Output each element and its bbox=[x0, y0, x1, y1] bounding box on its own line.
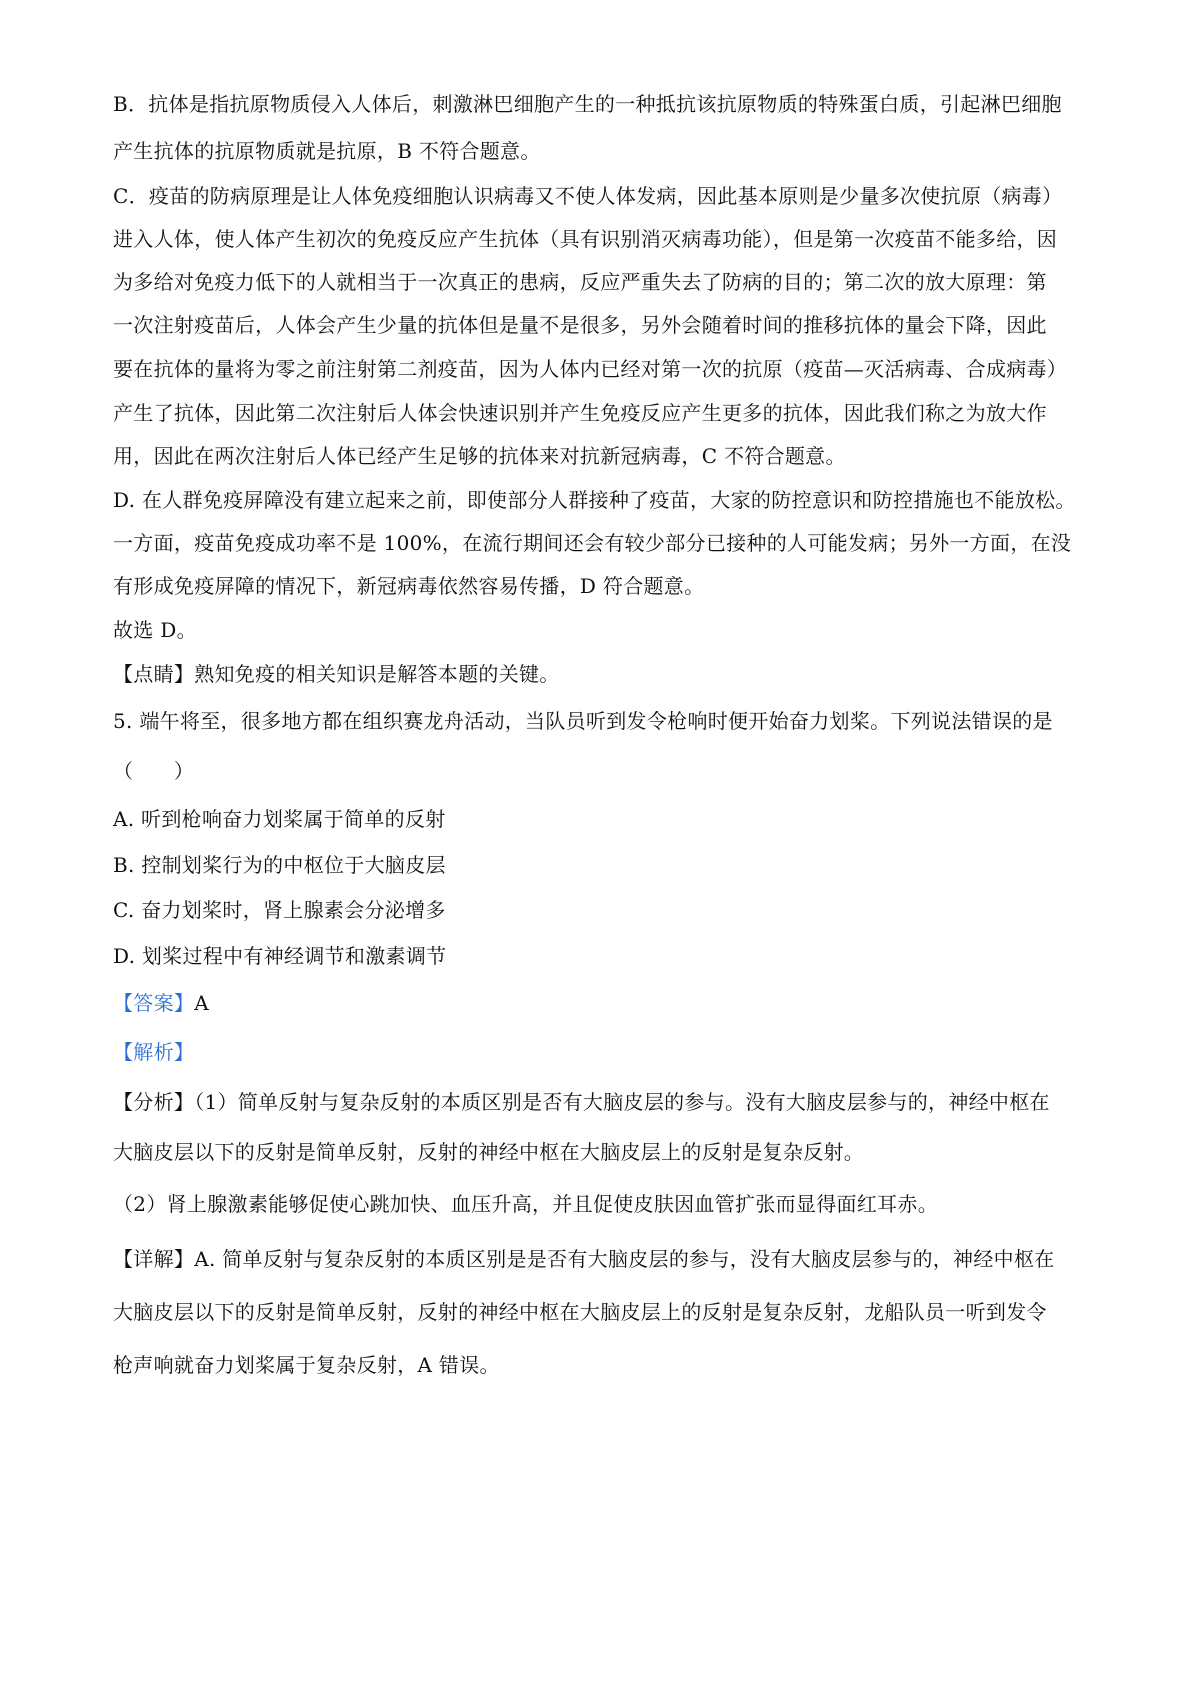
paragraph-line: D. 在人群免疫屏障没有建立起来之前，即使部分人群接种了疫苗，大家的防控意识和防控措施也不能放松。 bbox=[113, 488, 1076, 512]
paragraph-line: 进入人体，使人体产生初次的免疫反应产生抗体（具有识别消灭病毒功能），但是第一次疫苗不能多给，因 bbox=[113, 227, 1058, 251]
key-point-line: 【点睛】熟知免疫的相关知识是解答本题的关键。 bbox=[113, 662, 560, 686]
detail-line: 大脑皮层以下的反射是简单反射，反射的神经中枢在大脑皮层上的反射是复杂反射，龙船队员一听到发令 bbox=[113, 1300, 1047, 1324]
analysis-line: 大脑皮层以下的反射是简单反射，反射的神经中枢在大脑皮层上的反射是复杂反射。 bbox=[113, 1140, 865, 1164]
answer-value: A bbox=[194, 991, 209, 1015]
analysis-tag: 【解析】 bbox=[113, 1040, 195, 1064]
paragraph-line: 为多给对免疫力低下的人就相当于一次真正的患病，反应严重失去了防病的目的；第二次的放大原理：第 bbox=[113, 270, 1047, 294]
paragraph-line: 产生了抗体，因此第二次注射后人体会快速识别并产生免疫反应产生更多的抗体，因此我们称之为放大作 bbox=[113, 401, 1047, 425]
option-b: B. 控制划桨行为的中枢位于大脑皮层 bbox=[113, 853, 446, 877]
question-stem: 5. 端午将至，很多地方都在组织赛龙舟活动，当队员听到发令枪响时便开始奋力划桨。下列说法错误的是 bbox=[113, 709, 1053, 733]
question-blank: （ ） bbox=[113, 759, 195, 783]
answer-tag: 【答案】 bbox=[113, 991, 195, 1015]
analysis-line: （2）肾上腺激素能够促使心跳加快、血压升高，并且促使皮肤因血管扩张而显得面红耳赤。 bbox=[113, 1192, 939, 1216]
paragraph-line: C．疫苗的防病原理是让人体免疫细胞认识病毒又不使人体发病，因此基本原则是少量多次使抗原（病毒） bbox=[113, 184, 1063, 208]
conclusion-line: 故选 D。 bbox=[113, 618, 197, 642]
paragraph-line: 要在抗体的量将为零之前注射第二剂疫苗，因为人体内已经对第一次的抗原（疫苗—灭活病毒、合成病毒） bbox=[113, 357, 1068, 381]
paragraph-line: 用，因此在两次注射后人体已经产生足够的抗体来对抗新冠病毒，C 不符合题意。 bbox=[113, 444, 846, 468]
option-a: A. 听到枪响奋力划桨属于简单的反射 bbox=[113, 807, 446, 831]
detail-line: 【详解】A. 简单反射与复杂反射的本质区别是是否有大脑皮层的参与，没有大脑皮层参与的，神经中枢在 bbox=[113, 1247, 1055, 1271]
answer-line bbox=[113, 988, 209, 1018]
paragraph-line: 一方面，疫苗免疫成功率不是 100%，在流行期间还会有较少部分已接种的人可能发病；另外一方面，在没 bbox=[113, 531, 1072, 555]
paragraph-line: 产生抗体的抗原物质就是抗原，B 不符合题意。 bbox=[113, 139, 541, 163]
paragraph-line: B．抗体是指抗原物质侵入人体后，刺激淋巴细胞产生的一种抵抗该抗原物质的特殊蛋白质，引起淋巴细胞 bbox=[113, 92, 1062, 116]
analysis-tag-line bbox=[113, 1037, 194, 1067]
option-d: D. 划桨过程中有神经调节和激素调节 bbox=[113, 944, 447, 968]
option-c: C. 奋力划桨时，肾上腺素会分泌增多 bbox=[113, 898, 446, 922]
detail-line: 枪声响就奋力划桨属于复杂反射，A 错误。 bbox=[113, 1353, 500, 1377]
paragraph-line: 一次注射疫苗后，人体会产生少量的抗体但是量不是很多，另外会随着时间的推移抗体的量会下降，因此 bbox=[113, 313, 1047, 337]
analysis-line: 【分析】（1）简单反射与复杂反射的本质区别是否有大脑皮层的参与。没有大脑皮层参与的，神经中枢在 bbox=[113, 1090, 1050, 1114]
paragraph-line: 有形成免疫屏障的情况下，新冠病毒依然容易传播，D 符合题意。 bbox=[113, 574, 705, 598]
